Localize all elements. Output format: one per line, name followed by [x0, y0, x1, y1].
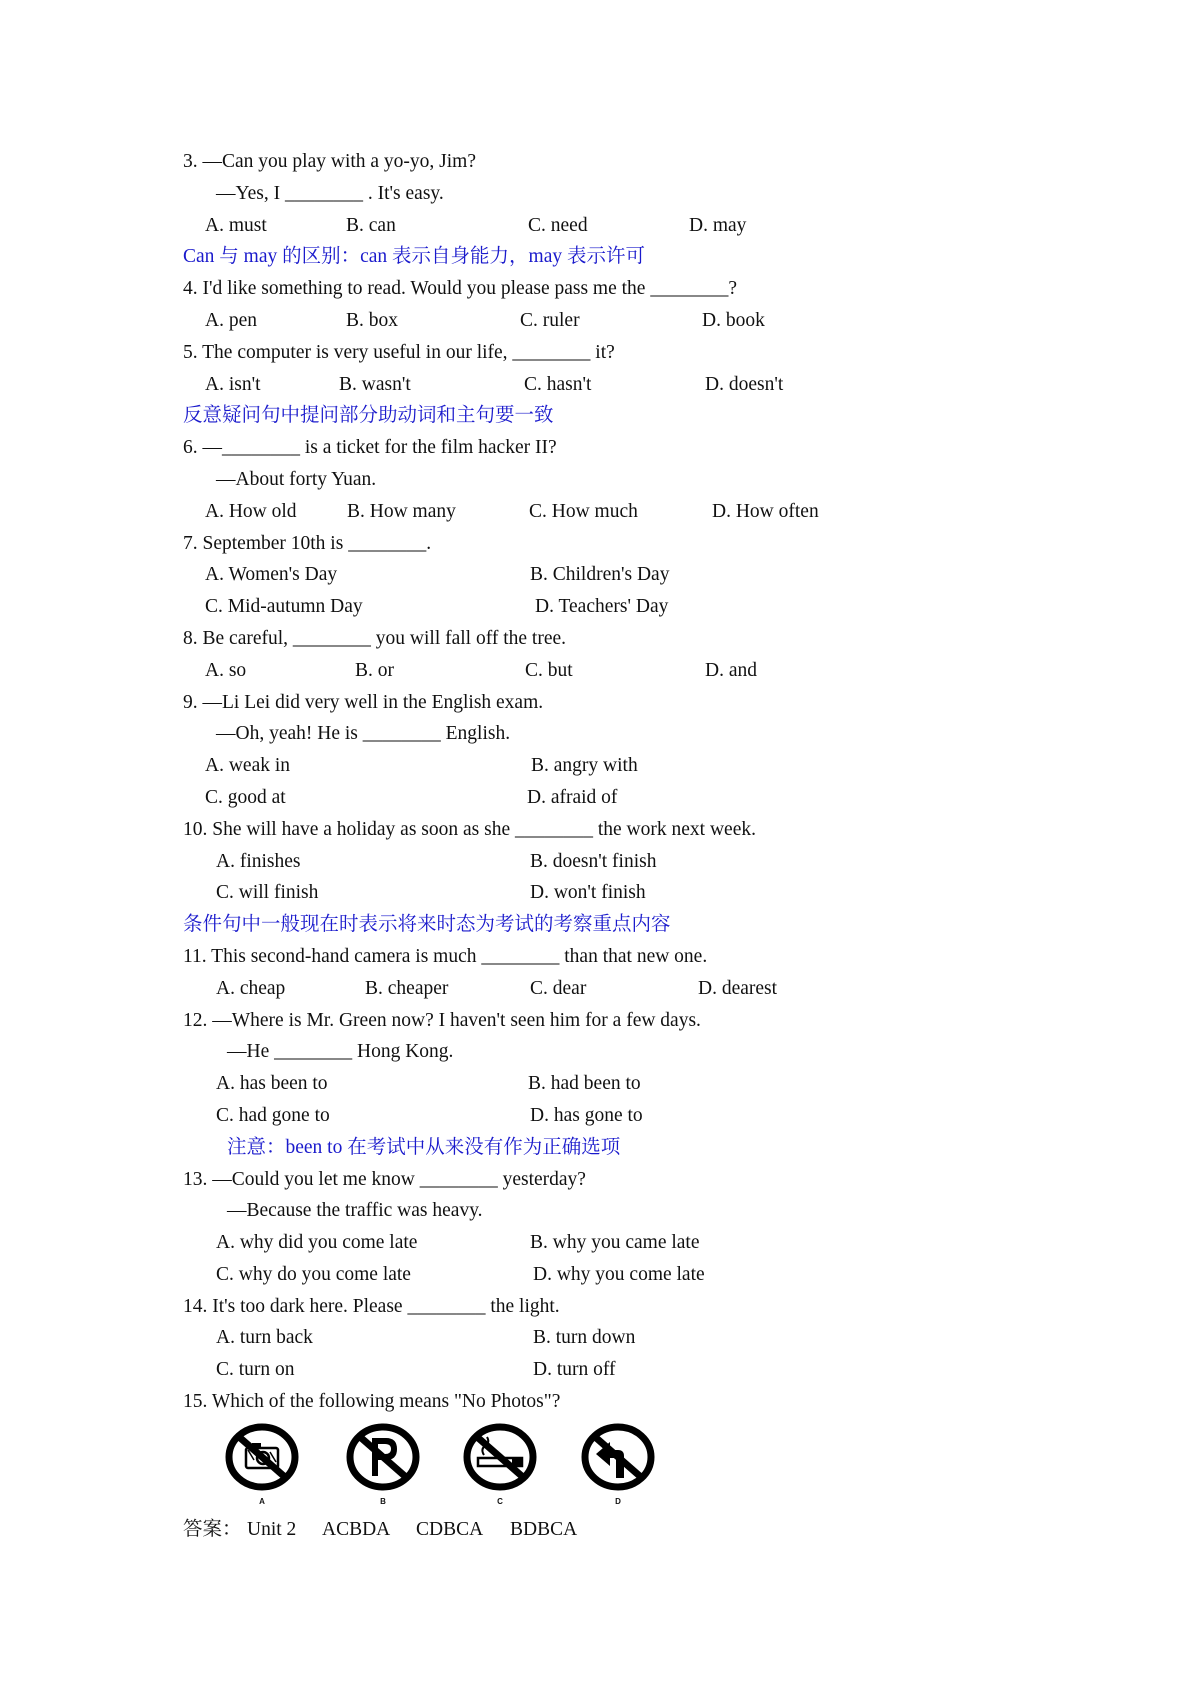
option-d: D. turn off	[533, 1359, 616, 1381]
option-a: A. weak in	[205, 755, 291, 777]
option-a: A. isn't	[205, 373, 261, 395]
question-7-options-ab	[183, 559, 1083, 591]
no-smoking-icon	[462, 1422, 538, 1492]
sign-a	[224, 1422, 300, 1506]
option-b: B. can	[346, 214, 396, 236]
option-b: B. cheaper	[365, 977, 449, 999]
question-12-options-ab	[183, 1068, 1083, 1100]
option-d: D. afraid of	[527, 786, 618, 808]
option-a: A. why did you come late	[216, 1232, 418, 1254]
no-parking-icon	[345, 1422, 421, 1492]
option-c: C. How much	[529, 500, 638, 522]
option-c: C. but	[525, 659, 573, 681]
question-6-stem: 6. —________ is a ticket for the film hacker II?	[183, 437, 557, 459]
question-11-options	[183, 973, 1083, 1005]
option-c: C. good at	[205, 786, 286, 808]
option-b: B. why you came late	[530, 1232, 700, 1254]
option-b: B. Children's Day	[530, 564, 670, 586]
question-12-stem: 12. —Where is Mr. Green now? I haven't seen him for a few days.	[183, 1009, 701, 1031]
option-a: A. turn back	[216, 1327, 313, 1349]
option-b: B. wasn't	[339, 373, 411, 395]
question-3-stem: 3. —Can you play with a yo-yo, Jim?	[183, 151, 477, 172]
sign-c	[462, 1422, 538, 1506]
option-b: B. box	[346, 309, 399, 331]
option-d: D. book	[702, 309, 765, 331]
question-8-stem: 8. Be careful, ________ you will fall off the tree.	[183, 627, 567, 649]
question-6-reply: —About forty Yuan.	[216, 468, 377, 490]
option-b: B. angry with	[531, 755, 638, 777]
note-can-may: Can 与 may 的区别：can 表示自身能力，may 表示许可	[183, 246, 645, 268]
option-a: A. must	[205, 214, 267, 236]
option-c: C. had gone to	[216, 1104, 330, 1126]
sign-letter-d: D	[615, 1496, 621, 1506]
question-4-options	[183, 305, 1083, 337]
answer-group-1: ACBDA	[322, 1518, 391, 1540]
question-10-options-cd	[183, 877, 1083, 909]
question-4-stem: 4. I'd like something to read. Would you please pass me the ________?	[183, 278, 737, 300]
answer-group-3: BDBCA	[510, 1518, 578, 1540]
answer-key	[183, 1514, 1083, 1546]
sign-letter-c: C	[497, 1496, 503, 1506]
question-8-options	[183, 655, 1083, 687]
question-5-options	[183, 369, 1083, 401]
question-10-stem: 10. She will have a holiday as soon as she ________ the work next week.	[183, 818, 756, 840]
note-been-to: 注意：been to 在考试中从来没有作为正确选项	[227, 1136, 621, 1158]
no-camera-icon	[224, 1422, 300, 1492]
option-d: D. has gone to	[530, 1104, 643, 1126]
option-c: C. turn on	[216, 1359, 295, 1381]
sign-letter-b: B	[380, 1496, 386, 1506]
option-a: A. has been to	[216, 1073, 328, 1095]
question-12-reply: —He ________ Hong Kong.	[227, 1041, 454, 1063]
option-d: D. may	[689, 214, 747, 236]
question-list	[183, 146, 1083, 1546]
question-9-reply: —Oh, yeah! He is ________ English.	[216, 723, 511, 745]
option-a: A. Women's Day	[205, 564, 338, 586]
answer-label: 答案：	[183, 1518, 242, 1540]
option-c: C. dear	[530, 977, 587, 999]
question-3-reply: —Yes, I ________ . It's easy.	[216, 182, 444, 204]
option-d: D. doesn't	[705, 373, 784, 395]
option-b: B. doesn't finish	[530, 850, 657, 872]
option-d: D. How often	[712, 500, 819, 522]
question-13-options-ab	[183, 1227, 1083, 1259]
sign-d	[580, 1422, 656, 1506]
option-d: D. why you come late	[533, 1263, 705, 1285]
question-15-signs	[183, 1418, 1083, 1514]
option-a: A. How old	[205, 500, 297, 522]
question-14-options-cd	[183, 1354, 1083, 1386]
option-c: C. need	[528, 214, 588, 236]
question-13-reply: —Because the traffic was heavy.	[227, 1200, 483, 1222]
no-left-turn-icon	[580, 1422, 656, 1492]
question-5-stem: 5. The computer is very useful in our life, ________ it?	[183, 341, 615, 363]
sign-letter-a: A	[259, 1496, 265, 1506]
question-3-options	[183, 210, 1083, 242]
question-12-options-cd	[183, 1100, 1083, 1132]
option-d: D. Teachers' Day	[535, 596, 669, 618]
note-conditional-tense: 条件句中一般现在时表示将来时态为考试的考察重点内容	[183, 914, 671, 936]
option-d: D. and	[705, 659, 757, 681]
question-15-stem: 15. Which of the following means "No Photos"?	[183, 1391, 561, 1413]
question-10-options-ab	[183, 846, 1083, 878]
question-9-stem: 9. —Li Lei did very well in the English exam.	[183, 691, 544, 713]
question-6-options	[183, 496, 1083, 528]
option-a: A. pen	[205, 309, 257, 331]
question-13-options-cd	[183, 1259, 1083, 1291]
question-9-options-cd	[183, 782, 1083, 814]
option-c: C. ruler	[520, 309, 580, 331]
option-c: C. will finish	[216, 882, 319, 904]
option-b: B. or	[355, 659, 394, 681]
option-a: A. finishes	[216, 850, 301, 872]
question-7-stem: 7. September 10th is ________.	[183, 532, 432, 554]
answer-unit: Unit 2	[247, 1518, 297, 1540]
question-14-stem: 14. It's too dark here. Please ________ the light.	[183, 1295, 560, 1317]
option-a: A. cheap	[216, 977, 286, 999]
option-c: C. Mid-autumn Day	[205, 596, 363, 618]
question-11-stem: 11. This second-hand camera is much ________ than that new one.	[183, 945, 708, 967]
question-14-options-ab	[183, 1322, 1083, 1354]
note-tag-question: 反意疑问句中提问部分助动词和主句要一致	[183, 405, 554, 427]
option-b: B. had been to	[528, 1073, 641, 1095]
option-d: D. dearest	[698, 977, 778, 999]
option-c: C. why do you come late	[216, 1263, 411, 1285]
sign-b	[345, 1422, 421, 1506]
question-13-stem: 13. —Could you let me know ________ yesterday?	[183, 1168, 586, 1190]
answer-group-2: CDBCA	[416, 1518, 484, 1540]
option-b: B. turn down	[533, 1327, 636, 1349]
option-a: A. so	[205, 659, 247, 681]
option-c: C. hasn't	[524, 373, 592, 395]
option-d: D. won't finish	[530, 882, 646, 904]
question-7-options-cd	[183, 591, 1083, 623]
question-9-options-ab	[183, 750, 1083, 782]
option-b: B. How many	[347, 500, 456, 522]
